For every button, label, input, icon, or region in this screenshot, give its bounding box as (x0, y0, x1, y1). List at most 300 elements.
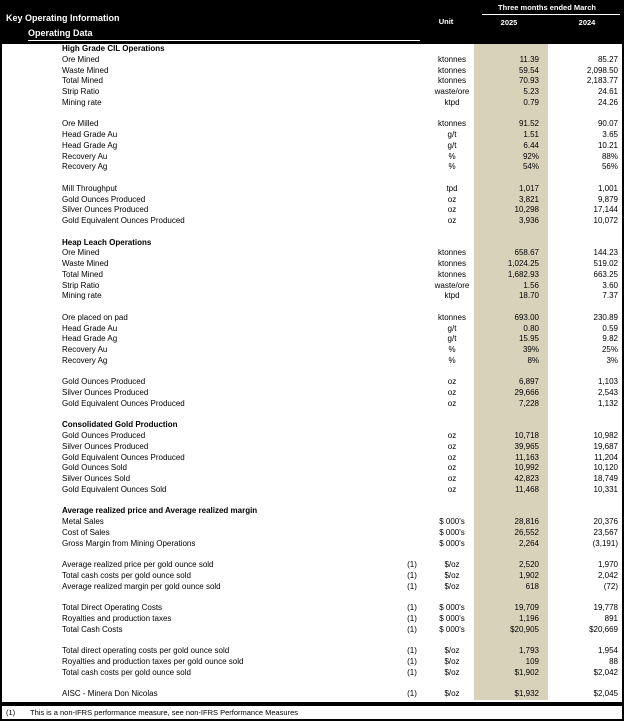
row-value-2025: 3,821 (474, 195, 548, 206)
table-row (2, 603, 622, 614)
table-row (2, 614, 622, 625)
row-value-2024 (548, 109, 622, 120)
row-label: Total cash costs per gold ounce sold (62, 570, 191, 580)
row-footnote-ref (394, 345, 430, 356)
row-footnote-ref (394, 173, 430, 184)
row-unit: ktonnes (437, 65, 467, 75)
row-unit (430, 410, 474, 421)
row-value-2024 (548, 678, 622, 689)
row-unit: oz (447, 452, 457, 462)
row-value-2025: 6.44 (474, 141, 548, 152)
row-label: Gold Equivalent Ounces Produced (62, 452, 185, 462)
row-value-2024: 9,879 (597, 194, 618, 204)
row-value-2025 (474, 173, 548, 184)
row-value-2024: 11,204 (594, 452, 618, 462)
section-header-row (2, 238, 622, 249)
row-value-2024: 20,376 (593, 517, 618, 526)
table-row (2, 582, 622, 593)
row-value-2024: 10,982 (593, 431, 618, 440)
row-label: Silver Ounces Produced (62, 205, 149, 215)
row-value-2024 (548, 549, 622, 560)
table-row (2, 291, 622, 302)
table-row (2, 55, 622, 66)
table-row (2, 259, 622, 270)
row-value-2025: $20,905 (474, 625, 548, 636)
row-unit: $/oz (444, 570, 460, 580)
row-label: Total Mined (62, 269, 103, 279)
table-row (2, 76, 622, 87)
row-label: Royalties and production taxes (62, 613, 172, 623)
row-value-2025: 18.70 (474, 291, 548, 302)
table-row (2, 162, 622, 173)
row-footnote-ref (394, 238, 430, 249)
row-value-2024: 519.02 (593, 259, 618, 268)
row-footnote-ref: (1) (407, 570, 417, 580)
row-unit: % (448, 151, 456, 161)
spacer-row (2, 549, 622, 560)
row-value-2025: 42,823 (474, 474, 548, 485)
row-label (2, 109, 394, 120)
row-label: Waste Mined (62, 259, 109, 268)
row-footnote-ref (394, 141, 430, 152)
row-label: Total cash costs per gold ounce sold (62, 667, 191, 677)
table-row (2, 345, 622, 356)
spacer-row (2, 302, 622, 313)
row-label: Total Mined (62, 76, 103, 86)
row-value-2025: 19,709 (474, 603, 548, 614)
row-label: Gold Ounces Sold (62, 463, 127, 473)
row-value-2024: 0.59 (602, 323, 618, 333)
row-footnote-ref (394, 66, 430, 77)
row-footnote-ref (394, 270, 430, 281)
row-footnote-ref (394, 216, 430, 227)
row-value-2025 (474, 420, 548, 431)
row-value-2025: $1,932 (474, 689, 548, 700)
section-header-row (2, 420, 622, 431)
row-value-2025 (474, 678, 548, 689)
row-unit (430, 238, 474, 249)
spacer-row (2, 367, 622, 378)
row-unit: oz (447, 216, 457, 225)
row-label (2, 549, 394, 560)
period-underline (482, 14, 620, 15)
section-title-operating-data: Operating Data (28, 28, 93, 38)
row-value-2024: 1,103 (597, 377, 618, 387)
row-unit: oz (447, 398, 457, 408)
row-unit: $/oz (444, 656, 460, 666)
row-value-2024: 1,954 (597, 646, 618, 655)
spacer-row (2, 496, 622, 507)
row-value-2025: 10,298 (474, 205, 548, 216)
row-label: Total Direct Operating Costs (62, 603, 163, 612)
row-unit: ktonnes (437, 312, 467, 322)
row-footnote-ref: (1) (407, 689, 417, 698)
row-unit (430, 635, 474, 646)
row-footnote-ref (394, 388, 430, 399)
row-value-2024 (548, 367, 622, 378)
period-header: Three months ended March (498, 3, 596, 12)
row-value-2024: 17,144 (593, 205, 618, 215)
row-value-2024 (548, 420, 622, 431)
row-label: Gold Ounces Produced (62, 377, 146, 387)
table-row (2, 453, 622, 464)
table-row (2, 657, 622, 668)
row-footnote-ref (394, 87, 430, 98)
row-value-2025: 618 (474, 582, 548, 593)
table-row (2, 216, 622, 227)
row-label: Strip Ratio (62, 280, 100, 290)
row-footnote-ref (394, 539, 430, 550)
page-title: Key Operating Information (6, 13, 120, 23)
row-label (2, 173, 394, 184)
footnote-ref: (1) (6, 708, 16, 717)
row-unit: g/t (447, 140, 457, 150)
row-value-2024 (548, 592, 622, 603)
row-footnote-ref (394, 592, 430, 603)
spacer-row (2, 410, 622, 421)
row-label: Average realized price and Average realized margin (62, 506, 258, 516)
row-value-2025: 1,682.93 (474, 270, 548, 281)
row-label: Mining rate (62, 291, 102, 301)
table-body (2, 44, 622, 702)
table-row (2, 463, 622, 474)
row-footnote-ref (394, 410, 430, 421)
table-row (2, 184, 622, 195)
row-footnote-ref (394, 474, 430, 485)
table-row (2, 313, 622, 324)
subtitle-underline (28, 40, 420, 41)
row-unit: oz (447, 474, 457, 483)
row-value-2024: 3.65 (602, 130, 618, 139)
row-unit: $/oz (444, 581, 460, 591)
row-footnote-ref (394, 119, 430, 130)
row-footnote-ref (394, 420, 430, 431)
table-row (2, 141, 622, 152)
row-value-2024 (548, 227, 622, 238)
row-footnote-ref (394, 162, 430, 173)
row-unit: $ 000's (439, 603, 465, 612)
row-footnote-ref (394, 517, 430, 528)
row-value-2025: 8% (474, 356, 548, 367)
row-footnote-ref (394, 109, 430, 120)
row-unit: oz (447, 205, 457, 215)
row-value-2024: (3,191) (592, 538, 618, 548)
row-unit (430, 506, 474, 517)
table-row (2, 485, 622, 496)
row-value-2025: 7,228 (474, 399, 548, 410)
row-value-2024: 19,778 (593, 603, 618, 612)
footnote-row (2, 706, 622, 719)
row-footnote-ref (394, 549, 430, 560)
row-unit: $/oz (444, 689, 460, 698)
row-footnote-ref (394, 291, 430, 302)
table-row (2, 399, 622, 410)
table-row (2, 98, 622, 109)
row-value-2025: 2,264 (474, 539, 548, 550)
row-unit: g/t (447, 323, 457, 333)
row-value-2025: 39,965 (474, 442, 548, 453)
row-label: Gold Ounces Produced (62, 431, 146, 440)
table-row (2, 195, 622, 206)
section-header-row (2, 44, 622, 55)
row-label: Gold Equivalent Ounces Sold (62, 484, 167, 494)
row-footnote-ref (394, 227, 430, 238)
table-row (2, 689, 622, 700)
table-row (2, 646, 622, 657)
row-unit: ktpd (444, 97, 460, 107)
row-label: Recovery Ag (62, 162, 108, 172)
row-value-2025 (474, 549, 548, 560)
row-footnote-ref (394, 528, 430, 539)
row-value-2024: $2,045 (593, 689, 618, 698)
row-label: Ore Mined (62, 248, 100, 258)
row-unit: oz (447, 377, 457, 387)
row-unit: oz (447, 194, 457, 204)
row-unit (430, 592, 474, 603)
row-footnote-ref (394, 485, 430, 496)
row-unit: oz (447, 484, 457, 494)
row-value-2024 (548, 238, 622, 249)
row-value-2024: 10,331 (593, 484, 618, 494)
row-footnote-ref (394, 334, 430, 345)
row-footnote-ref (394, 463, 430, 474)
row-label: Total direct operating costs per gold ounce sold (62, 646, 230, 655)
table-row (2, 388, 622, 399)
row-value-2025: 11.39 (474, 55, 548, 66)
row-value-2024: 1,970 (597, 560, 618, 569)
row-unit: $ 000's (439, 517, 465, 526)
row-footnote-ref (394, 259, 430, 270)
row-label: Silver Ounces Produced (62, 388, 149, 397)
row-label: Average realized margin per gold ounce sold (62, 581, 221, 591)
table-row (2, 517, 622, 528)
row-footnote-ref: (1) (407, 581, 417, 591)
row-footnote-ref (394, 130, 430, 141)
row-value-2024: 24.26 (597, 97, 618, 107)
row-value-2024: (72) (603, 581, 618, 591)
row-unit: ktonnes (437, 269, 467, 279)
row-value-2024 (548, 410, 622, 421)
row-label: Gross Margin from Mining Operations (62, 538, 196, 548)
row-unit: g/t (447, 334, 457, 344)
row-footnote-ref (394, 678, 430, 689)
row-value-2024 (548, 506, 622, 517)
row-value-2025: 1,902 (474, 571, 548, 582)
row-value-2025: 6,897 (474, 377, 548, 388)
row-value-2025 (474, 496, 548, 507)
row-label: Gold Equivalent Ounces Produced (62, 216, 185, 225)
row-value-2025: 1,793 (474, 646, 548, 657)
table-row (2, 324, 622, 335)
row-footnote-ref (394, 302, 430, 313)
unit-column-header: Unit (438, 17, 454, 26)
row-unit: % (448, 345, 456, 354)
row-value-2025: 1.51 (474, 130, 548, 141)
row-unit: waste/ore (434, 87, 470, 96)
row-value-2025: 0.80 (474, 324, 548, 335)
row-unit (430, 420, 474, 431)
row-footnote-ref (394, 152, 430, 163)
spacer-row (2, 678, 622, 689)
row-value-2024: 1,132 (597, 398, 618, 408)
row-unit (430, 678, 474, 689)
row-value-2025: 10,718 (474, 431, 548, 442)
row-label (2, 592, 394, 603)
row-label: Gold Ounces Produced (62, 194, 146, 204)
row-value-2025: 109 (474, 657, 548, 668)
row-footnote-ref (394, 313, 430, 324)
row-footnote-ref: (1) (407, 603, 417, 612)
row-value-2025 (474, 367, 548, 378)
table-row (2, 431, 622, 442)
row-label: Head Grade Au (62, 130, 118, 139)
row-value-2024 (548, 173, 622, 184)
row-value-2024: 2,183.77 (586, 76, 618, 86)
year-2024-column-header: 2024 (578, 18, 596, 27)
row-value-2025: 11,163 (474, 453, 548, 464)
row-footnote-ref (394, 324, 430, 335)
row-unit: g/t (447, 130, 457, 139)
row-unit (430, 227, 474, 238)
row-label: AISC - Minera Don Nicolas (62, 689, 158, 698)
row-value-2025 (474, 635, 548, 646)
row-label (2, 678, 394, 689)
row-label: Mining rate (62, 97, 102, 107)
row-value-2025 (474, 44, 548, 55)
row-footnote-ref (394, 281, 430, 292)
row-value-2024: 18,749 (593, 474, 618, 483)
row-unit: $/oz (444, 560, 460, 569)
row-footnote-ref (394, 506, 430, 517)
table-row (2, 66, 622, 77)
row-unit: ktonnes (437, 259, 467, 268)
row-label: Ore placed on pad (62, 312, 128, 322)
row-value-2024: 9.82 (602, 334, 618, 344)
row-label: Head Grade Ag (62, 140, 118, 150)
row-unit: ktonnes (437, 54, 467, 64)
table-row (2, 668, 622, 679)
row-unit: $ 000's (439, 527, 465, 537)
row-label: Head Grade Au (62, 323, 118, 333)
spacer-row (2, 109, 622, 120)
row-value-2025: 5.23 (474, 87, 548, 98)
row-label (2, 227, 394, 238)
row-label: Silver Ounces Produced (62, 441, 149, 451)
row-label: Head Grade Ag (62, 334, 118, 344)
row-value-2024: 2,543 (597, 388, 618, 397)
row-value-2024: 56% (601, 162, 618, 172)
table-row (2, 377, 622, 388)
row-label: Gold Equivalent Ounces Produced (62, 398, 185, 408)
row-label: Royalties and production taxes per gold ounce sold (62, 656, 244, 666)
row-unit (430, 109, 474, 120)
row-value-2024: 1,001 (597, 183, 618, 193)
row-unit: $/oz (444, 646, 460, 655)
row-value-2025 (474, 592, 548, 603)
row-unit: $ 000's (439, 613, 465, 623)
row-footnote-ref: (1) (407, 613, 417, 623)
row-label (2, 496, 394, 507)
spacer-row (2, 173, 622, 184)
row-value-2024 (548, 44, 622, 55)
table-row (2, 281, 622, 292)
row-footnote-ref (394, 399, 430, 410)
row-value-2025: 29,666 (474, 388, 548, 399)
row-value-2024: 3% (606, 355, 618, 365)
row-label: Mill Throughput (62, 183, 117, 193)
row-footnote-ref (394, 431, 430, 442)
spacer-row (2, 592, 622, 603)
row-label: Recovery Ag (62, 355, 108, 365)
row-value-2024: 230.89 (593, 312, 618, 322)
row-value-2024: 85.27 (597, 54, 618, 64)
table-row (2, 152, 622, 163)
row-value-2024: 144.23 (593, 248, 618, 258)
row-value-2025: 693.00 (474, 313, 548, 324)
section-header-row (2, 506, 622, 517)
row-label: High Grade CIL Operations (62, 44, 165, 53)
row-footnote-ref (394, 453, 430, 464)
row-value-2024: 3.60 (602, 280, 618, 290)
row-unit (430, 44, 474, 55)
row-value-2024: 88 (609, 656, 618, 666)
row-footnote-ref (394, 55, 430, 66)
row-value-2025 (474, 506, 548, 517)
row-unit: % (448, 162, 456, 172)
row-value-2024: 25% (601, 345, 618, 354)
year-2025-column-header: 2025 (500, 18, 518, 27)
row-value-2024: 90.07 (597, 119, 618, 129)
row-label: Metal Sales (62, 517, 104, 526)
row-label: Heap Leach Operations (62, 237, 152, 247)
row-footnote-ref (394, 356, 430, 367)
row-footnote-ref (394, 442, 430, 453)
row-value-2024: 24.61 (597, 87, 618, 96)
row-footnote-ref (394, 205, 430, 216)
row-footnote-ref (394, 635, 430, 646)
row-value-2025: 28,816 (474, 517, 548, 528)
row-value-2025: 54% (474, 162, 548, 173)
row-unit (430, 549, 474, 560)
row-label: Recovery Au (62, 151, 108, 161)
row-value-2025: 11,468 (474, 485, 548, 496)
row-value-2025: 70.93 (474, 76, 548, 87)
table-row (2, 625, 622, 636)
row-value-2025: $1,902 (474, 668, 548, 679)
row-footnote-ref (394, 367, 430, 378)
row-value-2024 (548, 496, 622, 507)
row-label: Average realized price per gold ounce sold (62, 560, 214, 569)
table-row (2, 528, 622, 539)
row-value-2025: 26,552 (474, 528, 548, 539)
row-value-2025 (474, 410, 548, 421)
table-row (2, 334, 622, 345)
report-header (0, 0, 624, 44)
row-value-2024: 10,120 (593, 463, 618, 473)
row-value-2025: 1,024.25 (474, 259, 548, 270)
row-label: Recovery Au (62, 345, 108, 354)
row-footnote-ref (394, 44, 430, 55)
table-row (2, 442, 622, 453)
row-label: Ore Milled (62, 119, 99, 129)
row-label (2, 410, 394, 421)
row-footnote-ref (394, 98, 430, 109)
row-value-2025: 1.56 (474, 281, 548, 292)
row-value-2025: 658.67 (474, 248, 548, 259)
row-footnote-ref (394, 184, 430, 195)
row-value-2025: 92% (474, 152, 548, 163)
row-unit (430, 173, 474, 184)
